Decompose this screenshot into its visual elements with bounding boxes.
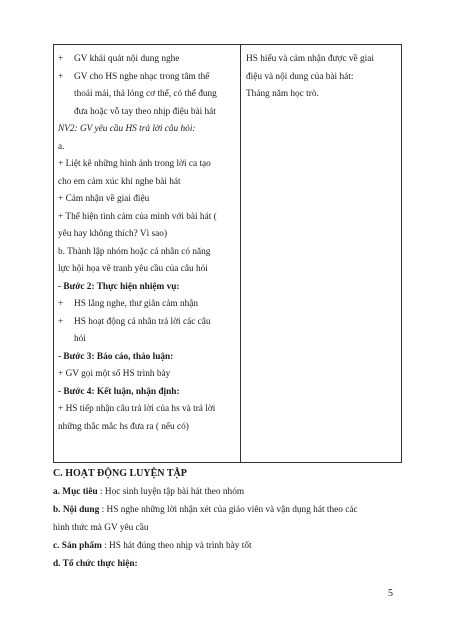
text-line: + HS tiếp nhận câu trả lời của hs và trả lời bbox=[58, 404, 216, 414]
bullet-line bbox=[58, 69, 236, 87]
content-line-2: hình thức mà GV yêu cầu bbox=[53, 523, 149, 533]
text-line: b. Thành lập nhóm hoặc cá nhân có năng bbox=[58, 246, 211, 257]
objective-text: : Học sinh luyện tập bài hát theo nhóm bbox=[97, 487, 245, 497]
bullet-line bbox=[58, 51, 236, 69]
bullet-line bbox=[58, 314, 236, 332]
continuation-line: hỏi bbox=[74, 334, 86, 344]
objective-label: a. Mục tiêu bbox=[53, 487, 98, 497]
organization-line: d. Tổ chức thực hiện: bbox=[53, 559, 138, 569]
step-heading: - Bước 3: Báo cáo, thảo luận: bbox=[58, 351, 174, 362]
outcome-line: Tháng năm học trò. bbox=[246, 89, 319, 99]
text-line: + Cảm nhận về giai điệu bbox=[58, 194, 150, 204]
practice-section bbox=[53, 465, 403, 573]
outcome-line: HS hiểu và cảm nhận được về giai bbox=[246, 54, 374, 64]
product-text: : HS hát đúng theo nhịp và trình bày tốt bbox=[101, 541, 252, 551]
bullet-line bbox=[58, 296, 236, 314]
text-line: + Liệt kê những hình ảnh trong lời ca tạo bbox=[58, 159, 211, 169]
objective-line bbox=[53, 483, 403, 501]
content-line bbox=[53, 501, 403, 519]
content-text: : HS nghe những lời nhận xét của giáo viên và vận dụng hát theo các bbox=[99, 505, 358, 515]
section-heading: C. HOẠT ĐỘNG LUYỆN TẬP bbox=[53, 468, 187, 479]
task-heading: NV2: GV yêu cầu HS trả lời câu hỏi: bbox=[58, 124, 196, 134]
content-label: b. Nội dung bbox=[53, 505, 100, 515]
step-heading: - Bước 4: Kết luận, nhận định: bbox=[58, 386, 180, 397]
text-line: yêu hay không thích? Vì sao) bbox=[58, 229, 168, 239]
outcome-line: điệu và nội dung của bài hát: bbox=[246, 71, 354, 82]
text-line: + GV gọi một số HS trình bày bbox=[58, 369, 171, 379]
lesson-table bbox=[53, 44, 402, 463]
text-line: lực hội họa vẽ tranh yêu cầu của câu hỏi bbox=[58, 264, 208, 274]
text-line: a. bbox=[58, 141, 65, 152]
bullet-mark: + bbox=[58, 71, 64, 82]
step-heading: - Bước 2: Thực hiện nhiệm vụ: bbox=[58, 281, 180, 292]
teacher-activity-column bbox=[58, 51, 236, 436]
bullet-text: HS lắng nghe, thư giãn cảm nhận bbox=[74, 299, 199, 309]
bullet-mark: + bbox=[58, 316, 64, 327]
bullet-mark: + bbox=[58, 299, 64, 309]
continuation-line: đưa hoặc vỗ tay theo nhịp điệu bài hát bbox=[74, 106, 216, 117]
bullet-text: GV cho HS nghe nhạc trong tâm thế bbox=[74, 71, 210, 82]
text-line: cho em cảm xúc khi nghe bài hát bbox=[58, 176, 181, 187]
product-label: c. Sản phẩm bbox=[53, 541, 102, 551]
product-line bbox=[53, 537, 403, 555]
column-divider bbox=[240, 45, 241, 462]
bullet-mark: + bbox=[58, 54, 64, 64]
page-number: 5 bbox=[388, 588, 393, 599]
bullet-text: HS hoạt động cá nhân trả lời các câu bbox=[74, 316, 211, 327]
text-line: những thắc mắc hs đưa ra ( nếu có) bbox=[58, 421, 189, 432]
continuation-line: thoải mái, thả lỏng cơ thể, có thể đung bbox=[74, 89, 217, 99]
student-outcome-column bbox=[246, 51, 398, 104]
bullet-text: GV khái quát nội dung nghe bbox=[74, 54, 180, 64]
text-line: + Thể hiện tình cảm của mình với bài hát ( bbox=[58, 211, 217, 222]
